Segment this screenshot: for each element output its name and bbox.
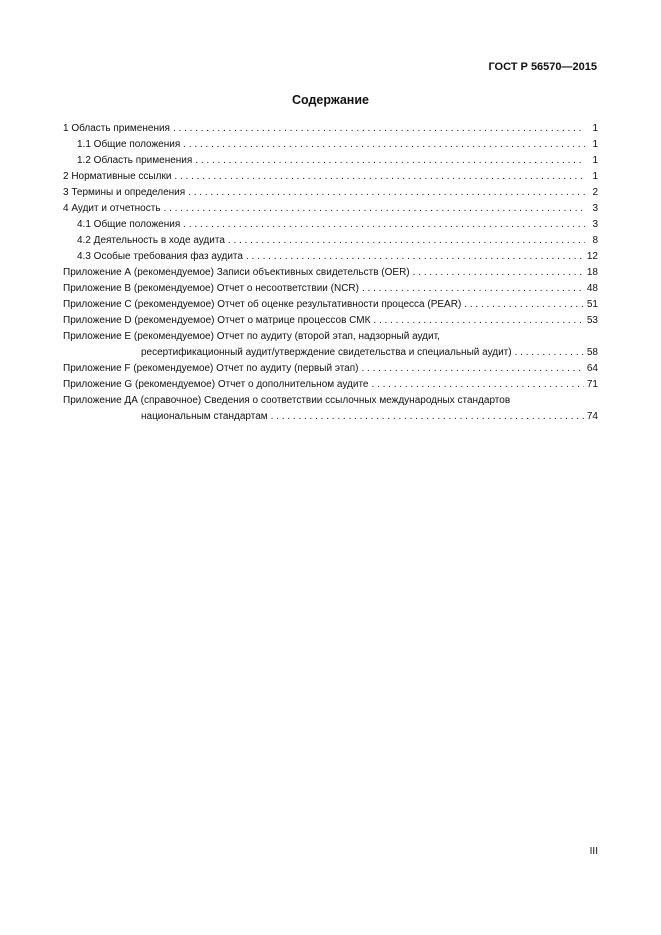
toc-entry[interactable] [63, 233, 598, 249]
toc-entry[interactable] [63, 217, 598, 233]
toc-entry[interactable] [63, 153, 598, 169]
toc-entry-label: Приложение С (рекомендуемое) Отчет об оценке результативности процесса (PEAR) [63, 299, 462, 310]
toc-entry-page: 48 [586, 283, 598, 294]
toc-entry[interactable] [63, 281, 598, 297]
leader-dots [164, 201, 585, 217]
page-title: Содержание [291, 93, 369, 107]
toc-entry[interactable] [63, 185, 598, 201]
toc-entry-label-continued: национальным стандартам [141, 411, 268, 422]
leader-dots [271, 409, 584, 425]
toc-entry-label: 4.2 Деятельность в ходе аудита [77, 235, 225, 246]
toc-entry-label: 1 Область применения [63, 123, 170, 134]
toc-entry-page: 2 [592, 187, 598, 198]
toc-entry[interactable] [63, 137, 598, 153]
leader-dots [183, 137, 585, 153]
toc-entry-page: 3 [592, 203, 598, 214]
leader-dots [174, 169, 585, 185]
toc-entry-page: 51 [586, 299, 598, 310]
toc-entry-page: 3 [592, 219, 598, 230]
toc-entry-page: 64 [586, 363, 598, 374]
toc-entry-page: 53 [586, 315, 598, 326]
toc-entry-page: 74 [586, 411, 598, 422]
leader-dots [373, 313, 583, 329]
toc-entry-label: 1.2 Область применения [77, 155, 193, 166]
toc-entry-page: 18 [586, 267, 598, 278]
toc-entry[interactable] [63, 313, 598, 329]
leader-dots [413, 265, 584, 281]
toc-entry-label: 4 Аудит и отчетность [63, 203, 161, 214]
toc-entry-label: 4.1 Общие положения [77, 219, 181, 230]
leader-dots [195, 153, 585, 169]
table-of-contents [63, 121, 598, 425]
toc-entry-label: Приложение В (рекомендуемое) Отчет о несоответствии (NCR) [63, 283, 359, 294]
toc-entry-label: Приложение ДА (справочное) Сведения о соответствии ссылочных международных стандартов [63, 395, 511, 406]
toc-entry-page: 58 [586, 347, 598, 358]
leader-dots [515, 345, 584, 361]
toc-entry-label: Приложение А (рекомендуемое) Записи объективных свидетельств (OER) [63, 267, 410, 278]
toc-entry[interactable] [63, 265, 598, 281]
toc-entry[interactable] [63, 361, 598, 377]
toc-entry-label: 2 Нормативные ссылки [63, 171, 172, 182]
toc-entry-page: 1 [592, 139, 598, 150]
toc-entry-label: Приложение F (рекомендуемое) Отчет по аудиту (первый этап) [63, 363, 359, 374]
toc-entry[interactable] [63, 329, 598, 361]
leader-dots [173, 121, 585, 137]
toc-entry-page: 1 [592, 155, 598, 166]
leader-dots [183, 217, 585, 233]
toc-entry-page: 71 [586, 379, 598, 390]
toc-entry-label: 3 Термины и определения [63, 187, 186, 198]
leader-dots [464, 297, 584, 313]
page-number: III [589, 846, 598, 857]
leader-dots [362, 281, 584, 297]
toc-entry-page: 1 [592, 123, 598, 134]
toc-entry-page: 12 [586, 251, 598, 262]
leader-dots [246, 249, 584, 265]
toc-entry-label: 1.1 Общие положения [77, 139, 181, 150]
toc-entry[interactable] [63, 201, 598, 217]
toc-entry-label: Приложение Е (рекомендуемое) Отчет по аудиту (второй этап, надзорный аудит, [63, 331, 440, 342]
toc-entry[interactable] [63, 393, 598, 425]
toc-entry-page: 1 [592, 171, 598, 182]
toc-entry-label: Приложение G (рекомендуемое) Отчет о дополнительном аудите [63, 379, 369, 390]
leader-dots [361, 361, 583, 377]
leader-dots [371, 377, 583, 393]
toc-entry[interactable] [63, 121, 598, 137]
toc-entry-label: Приложение D (рекомендуемое) Отчет о матрице процессов СМК [63, 315, 371, 326]
toc-entry-label: 4.3 Особые требования фаз аудита [77, 251, 243, 262]
toc-entry-label-continued: ресертификационный аудит/утверждение свидетельства и специальный аудит) [141, 347, 512, 358]
toc-entry-page: 8 [592, 235, 598, 246]
leader-dots [228, 233, 585, 249]
leader-dots [188, 185, 585, 201]
document-code: ГОСТ Р 56570—2015 [488, 61, 597, 73]
toc-entry[interactable] [63, 169, 598, 185]
toc-entry[interactable] [63, 297, 598, 313]
toc-entry[interactable] [63, 249, 598, 265]
toc-entry[interactable] [63, 377, 598, 393]
